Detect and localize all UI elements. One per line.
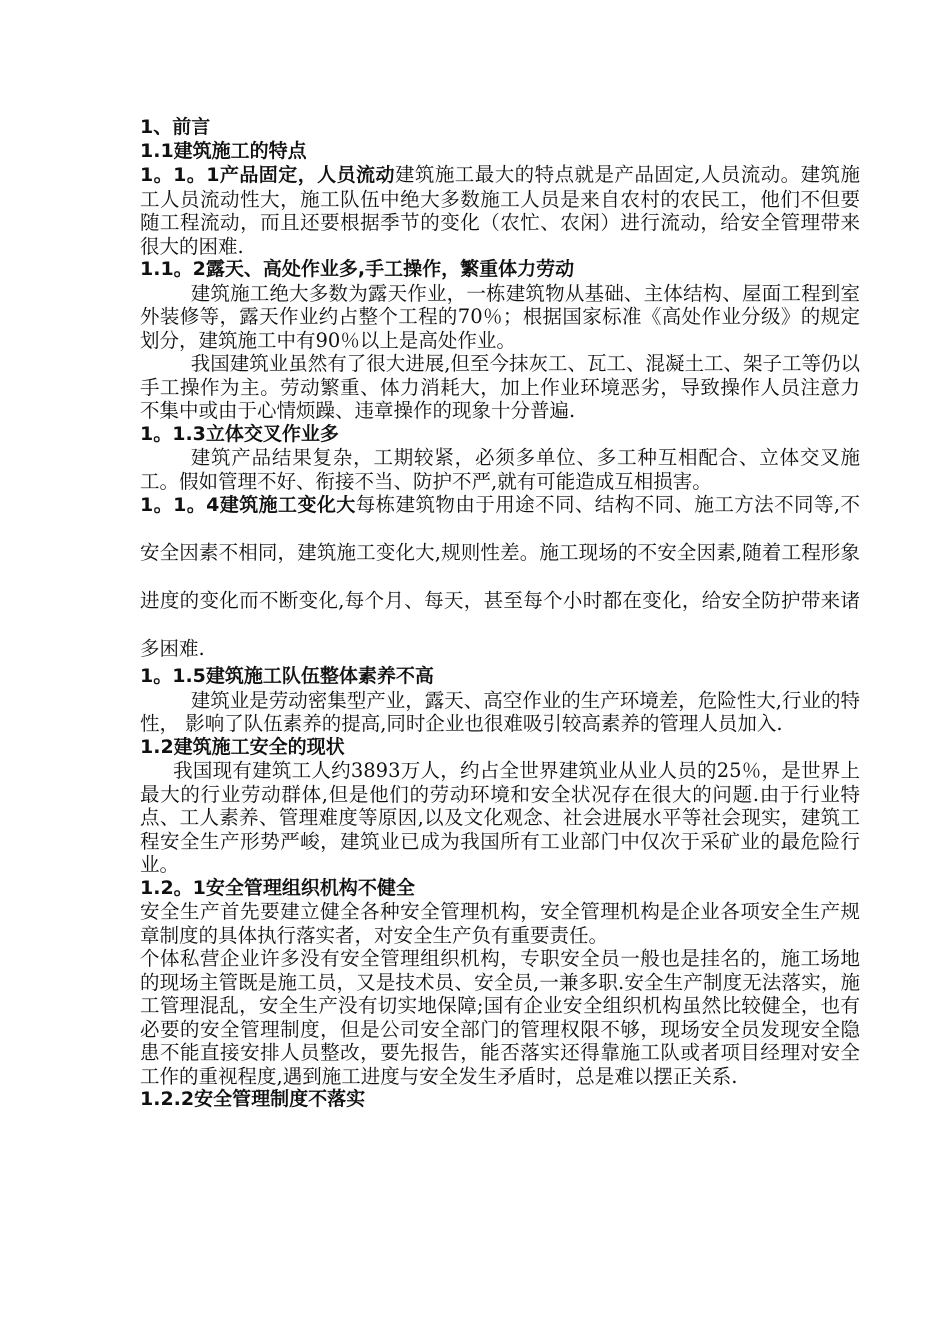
paragraph-1-2-1-a: 安全生产首先要建立健全各种安全管理机构，安全管理机构是企业各项安全生产规章制度的具体执行落实者，对安全生产负有重要责任。 [140, 900, 860, 947]
heading-1-2: 1.2建筑施工安全的现状 [140, 735, 345, 758]
paragraph-1-1-3: 建筑产品结果复杂，工期较紧，必须多单位、多工种互相配合、立体交叉施工。假如管理不好、衔接不当、防护不严,就有可能造成互相损害。 [140, 446, 860, 493]
document-body [140, 116, 860, 1112]
paragraph-1-1-2-a: 建筑施工绝大多数为露天作业，一栋建筑物从基础、主体结构、屋面工程到室外装修等，露天作业约占整个工程的70％；根据国家标准《高处作业分级》的规定划分，建筑施工中有90％以上是高处作业。 [140, 281, 860, 352]
heading-1-1-3: 1。1.3立体交叉作业多 [140, 422, 339, 445]
heading-1-1-2: 1.1。2露天、高处作业多,手工操作，繁重体力劳动 [140, 258, 575, 280]
paragraph-1-1-1 [140, 163, 860, 258]
paragraph-1-2-1-b: 个体私营企业许多没有安全管理组织机构，专职安全员一般也是挂名的，施工场地的现场主管既是施工员，又是技术员、安全员,一兼多职.安全生产制度无法落实，施工管理混乱，安全生产没有切实地保障;国有企业安全组织机构虽然比较健全，也有必要的安全管理制度，但是公司安全部门的管理权限不够，现场安全员发现安全隐患不能直接安排人员整改，要先报告，能否落实还得靠施工队或者项目经理对安全工作的重视程度,遇到施工进度与安全发生矛盾时，总是难以摆正关系. [140, 947, 860, 1088]
paragraph-1-1-1-text: 建筑施工最大的特点就是产品固定,人员流动。建筑施工人员流动性大，施工队伍中绝大多数施工人员是来自农村的农民工，他们不但要随工程流动，而且还要根据季节的变化（农忙、农闲）进行流动，给安全管理带来很大的困难. [140, 163, 860, 258]
paragraph-1-1-5: 建筑业是劳动密集型产业，露天、高空作业的生产环境差，危险性大,行业的特性， 影响了队伍素养的提高,同时企业也很难吸引较高素养的管理人员加入. [140, 688, 860, 735]
heading-1-2-2: 1.2.2安全管理制度不落实 [140, 1088, 366, 1110]
paragraph-1-1-4 [140, 481, 860, 673]
heading-1-1: 1.1建筑施工的特点 [140, 139, 307, 162]
heading-1-1-5: 1。1.5建筑施工队伍整体素养不高 [140, 665, 434, 687]
heading-1-1-4: 1。1。4建筑施工变化大 [140, 494, 356, 516]
paragraph-1-1-4-text: 每栋建筑物由于用途不同、结构不同、施工方法不同等,不安全因素不相同，建筑施工变化大,规则性差。施工现场的不安全因素,随着工程形象进度的变化而不断变化,每个月、每天，甚至每个小时都在变化，给安全防护带来诸多困难. [140, 493, 860, 660]
heading-1-1-1: 1。1。1产品固定，人员流动 [140, 164, 395, 186]
heading-preface: 1、前言 [140, 116, 211, 138]
heading-1-2-1: 1.2。1安全管理组织机构不健全 [140, 876, 415, 899]
paragraph-1-2: 我国现有建筑工人约3893万人，约占全世界建筑业从业人员的25％，是世界上最大的行业劳动群体,但是他们的劳动环境和安全状况存在很大的问题.由于行业特点、工人素养、管理难度等原因,以及文化观念、社会进展水平等社会现实，建筑工程安全生产形势严峻，建筑业已成为我国所有工业部门中仅次于采矿业的最危险行业。 [140, 759, 860, 876]
paragraph-1-1-2-b: 我国建筑业虽然有了很大进展,但至今抹灰工、瓦工、混凝土工、架子工等仍以手工操作为主。劳动繁重、体力消耗大，加上作业环境恶劣，导致操作人员注意力不集中或由于心情烦躁、违章操作的现象十分普遍. [140, 352, 860, 422]
